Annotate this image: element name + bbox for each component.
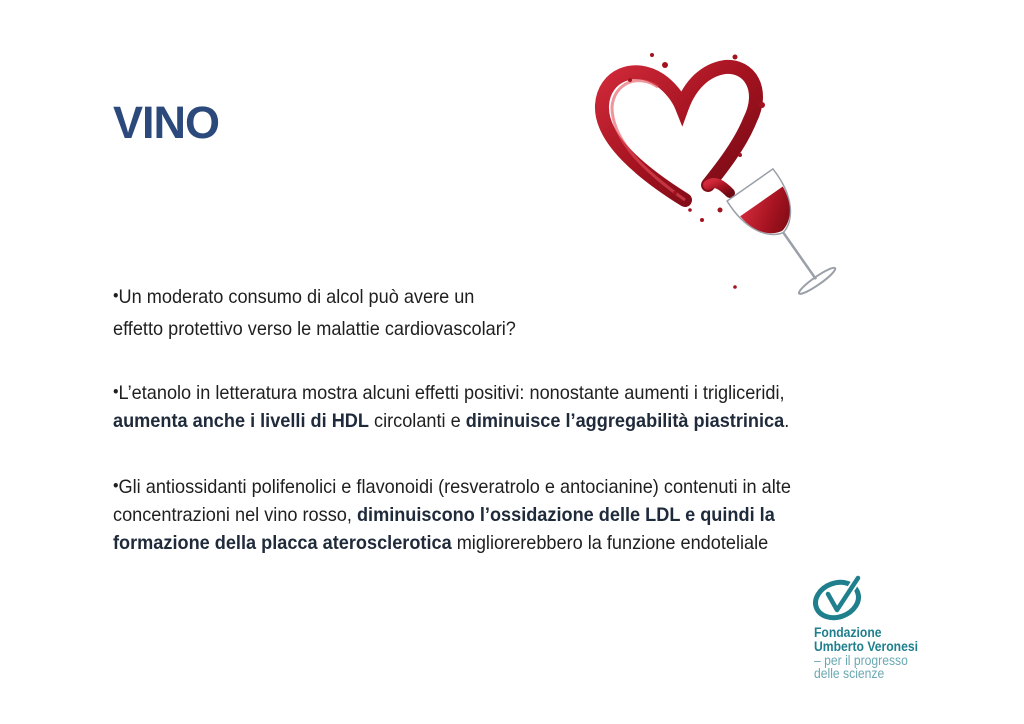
wine-heart-glass-image (590, 35, 840, 300)
logo-text-line: Fondazione (814, 625, 882, 640)
paragraph-line (113, 280, 597, 313)
paragraph-ethanol-effects (113, 378, 904, 435)
bold-text: diminuiscono l’ossidazione delle LDL e quindi la (356, 504, 775, 526)
fondazione-veronesi-logo (810, 572, 950, 682)
paragraph-line (113, 529, 904, 557)
slide-title: VINO (113, 97, 220, 148)
paragraph-text: effetto protettivo verso le malattie cardiovascolari? (113, 318, 516, 340)
paragraph-line (113, 407, 904, 435)
paragraph-text: Gli antiossidanti polifenolici e flavonoidi (resveratrolo e antocianine) contenuti in alte (118, 476, 791, 498)
logo-text-line: Umberto Veronesi (814, 639, 918, 654)
paragraph-text: migliorerebbero la funzione endoteliale (451, 532, 769, 554)
paragraph-text: . (784, 410, 790, 432)
paragraph-text: concentrazioni nel vino rosso, (113, 504, 357, 526)
bullet-glyph: • (113, 286, 119, 305)
bold-text: diminuisce l’aggregabilità piastrinica (465, 410, 785, 432)
paragraph-line (113, 501, 904, 529)
paragraph-antioxidants (113, 472, 904, 557)
paragraph-line (113, 472, 904, 501)
bold-text: aumenta anche i livelli di HDL (113, 410, 369, 432)
paragraph-text: Un moderato consumo di alcol può avere un (118, 286, 475, 308)
bullet-glyph: • (113, 476, 119, 495)
paragraph-text: L’etanolo in letteratura mostra alcuni effetti positivi: nonostante aumenti i trigliceridi, (118, 382, 785, 404)
logo-text-line: – per il progresso (814, 653, 908, 668)
bold-text: formazione della placca aterosclerotica (113, 532, 452, 554)
bullet-glyph: • (113, 382, 119, 401)
paragraph-line (113, 378, 904, 407)
logo-mark-icon (810, 572, 868, 622)
logo-text-line: delle scienze (814, 666, 885, 681)
paragraph-text: circolanti e (368, 410, 466, 432)
paragraph-alcohol-question (113, 280, 597, 345)
